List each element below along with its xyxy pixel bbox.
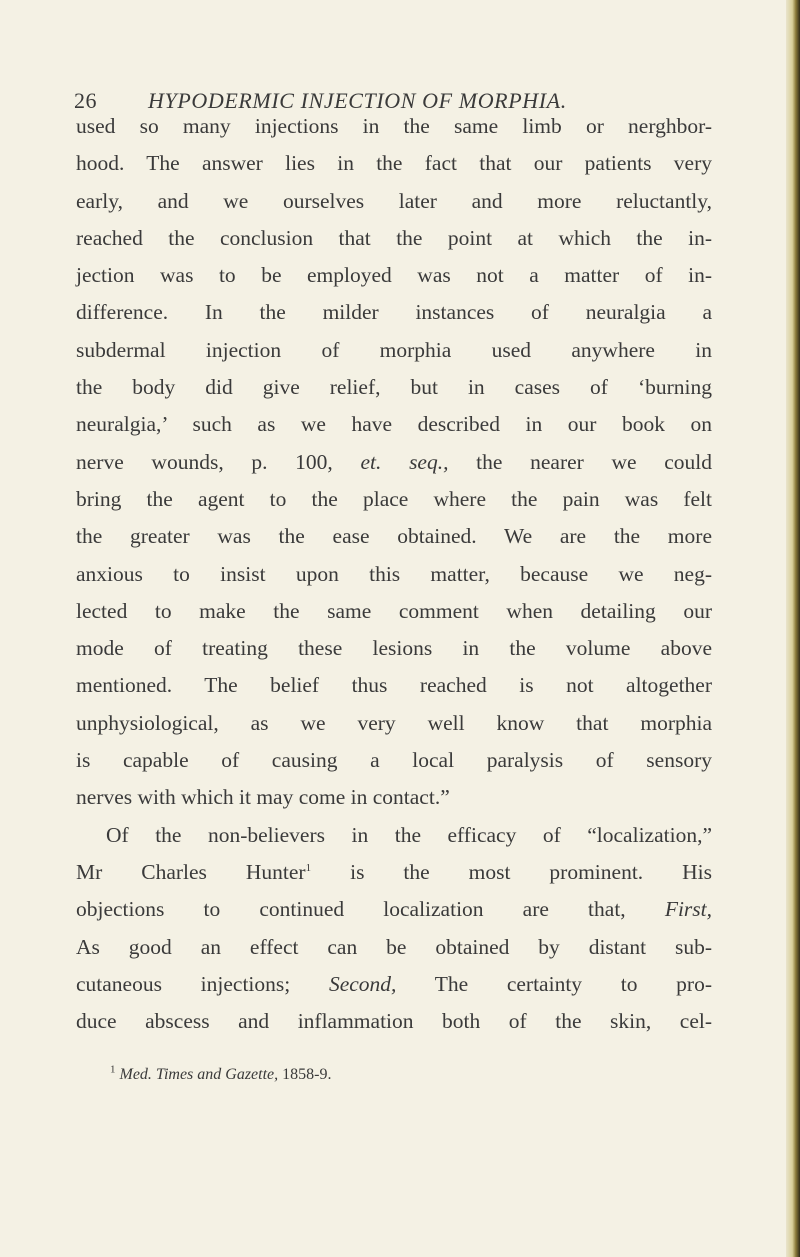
- text-line: is capable of causing a local paralysis of sensory: [76, 748, 712, 773]
- text-line: [76, 891, 712, 928]
- text-line: bring the agent to the place where the pain was felt: [76, 486, 712, 511]
- body-text: [76, 108, 712, 1040]
- text-line: neuralgia,’ such as we have described in our book on: [76, 412, 712, 437]
- text-line: the body did give relief, but in cases of ‘burning: [76, 375, 712, 400]
- text-segment: is the most prominent. His: [350, 859, 713, 884]
- page-edge-shadow: [786, 0, 800, 1257]
- italic-word: Second,: [328, 971, 397, 996]
- footnote: [110, 1065, 710, 1085]
- text-line: subdermal injection of morphia used anywhere in: [76, 337, 712, 362]
- footnote-source: Med. Times and Gazette,: [119, 1066, 279, 1083]
- footnote-marker: 1: [110, 1063, 116, 1076]
- text-segment: Mr Charles Hunter: [76, 859, 306, 884]
- text-line: mentioned. The belief thus reached is not altogether: [76, 673, 712, 698]
- footnote-ref: 1: [305, 861, 312, 874]
- text-line: hood. The answer lies in the fact that our patients very: [76, 151, 712, 176]
- italic-citation: et. seq.,: [360, 449, 449, 474]
- text-line: As good an effect can be obtained by distant sub-: [76, 934, 712, 959]
- running-head: HYPODERMIC INJECTION OF MORPHIA.: [148, 88, 567, 113]
- text-line: reached the conclusion that the point at which the in-: [76, 225, 712, 250]
- text-line: early, and we ourselves later and more reluctantly,: [76, 188, 712, 213]
- text-segment: cutaneous injections;: [76, 971, 291, 996]
- text-line: [76, 854, 712, 891]
- text-line: the greater was the ease obtained. We are the more: [76, 524, 712, 549]
- text-segment: nerve wounds, p. 100,: [76, 449, 333, 474]
- text-line: [76, 966, 712, 1003]
- footnote-years: 1858-9.: [282, 1066, 332, 1083]
- text-line: Of the non-believers in the efficacy of “localization,”: [106, 822, 712, 847]
- page-number: 26: [74, 88, 97, 113]
- text-segment: the nearer we could: [476, 449, 713, 474]
- text-line: lected to make the same comment when detailing our: [76, 598, 712, 623]
- text-line: difference. In the milder instances of neuralgia a: [76, 300, 712, 325]
- text-line: mode of treating these lesions in the volume above: [76, 636, 712, 661]
- text-segment: The certainty to pro-: [434, 971, 712, 996]
- italic-word: First,: [664, 897, 713, 922]
- text-line: unphysiological, as we very well know that morphia: [76, 710, 712, 735]
- text-line: duce abscess and inflammation both of the skin, cel-: [76, 1009, 712, 1034]
- text-segment: objections to continued localization are that,: [76, 897, 626, 922]
- text-line: anxious to insist upon this matter, because we neg-: [76, 561, 712, 586]
- text-line: used so many injections in the same limb or nerghbor-: [76, 114, 712, 138]
- text-line: nerves with which it may come in contact.”: [76, 785, 450, 810]
- text-line: jection was to be employed was not a matter of in-: [76, 263, 712, 288]
- text-line: [76, 444, 712, 481]
